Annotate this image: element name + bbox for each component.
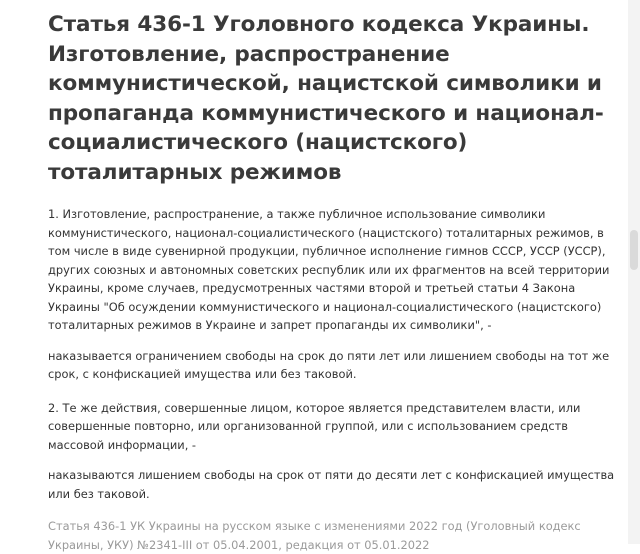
article-paragraph-3: 2. Те же действия, совершенные лицом, которое является представителем власти, или совершенные повторно, или организованной группой, или с использованием средств массовой информации, - [48, 400, 581, 452]
source-note: Статья 436-1 УК Украины на русском языке с изменениями 2022 год (Уголовный кодекс Украины, УКУ) №2341-III от 05.04.2001, редакция от 05.01.2022 [48, 519, 581, 552]
article-paragraph-4: наказываются лишением свободы на срок от пяти до десяти лет с конфискацией имущества или без таковой. [48, 468, 615, 501]
article-body [48, 205, 624, 554]
scrollbar-thumb[interactable] [630, 230, 638, 270]
article [48, 0, 624, 554]
article-paragraph-2: наказывается ограничением свободы на срок до пяти лет или лишением свободы на тот же срок, с конфискацией имущества или без таковой. [48, 348, 610, 381]
vertical-scrollbar[interactable] [628, 0, 640, 544]
article-title: Статья 436-1 Уголовного кодекса Украины. Изготовление, распространение коммунистической, нацистской символики и пропаганда коммунистического и национал-социалистического (нацистского) тоталитарных режимов [48, 12, 604, 185]
article-paragraph-1: 1. Изготовление, распространение, а также публичное использование символики коммунистического, национал-социалистического (нацистского) тоталитарных режимов, в том числе в виде сувенирной продукции, публичное исполнение гимнов СССР, УССР (УССР), других союзных и автономных советских республик или их фрагментов на всей территории Украины, кроме случаев, предусмотренных частями второй и третьей статьи 4 Закона Украины "Об осуждении коммунистического и национал-социалистического (нацистского) тоталитарных режимов в Украине и запрет пропаганды их символики", - [48, 207, 610, 332]
